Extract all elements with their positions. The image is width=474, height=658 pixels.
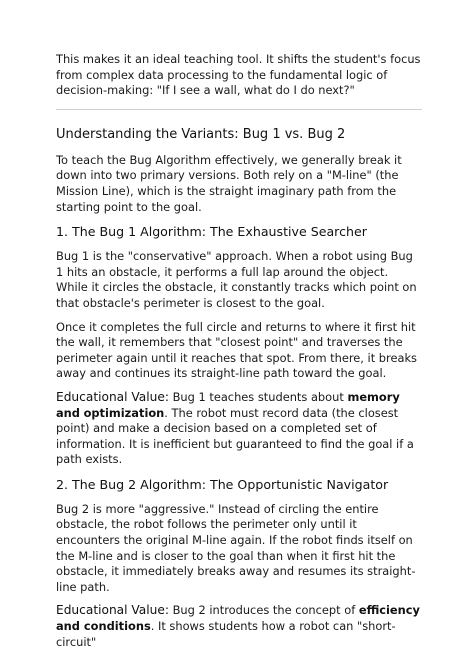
bug2-value-bold-1: efficiency — [358, 603, 420, 618]
bug1-heading: 1. The Bug 1 Algorithm: The Exhaustive Searcher — [56, 224, 367, 240]
bug1-value-bold-1: memory and — [56, 389, 400, 420]
bug2-value-post: . It shows students how a robot can "short-circuit" — [56, 619, 396, 649]
bug1-educational-value — [56, 390, 422, 468]
bug2-heading: 2. The Bug 2 Algorithm: The Opportunistic Navigator — [56, 476, 389, 492]
section-paragraph: To teach the Bug Algorithm effectively, we generally break it down into two primary versions. Both rely on a "M-line" (the Mission Line), which is the straight imaginary path from the starting point to the goal. — [56, 152, 402, 214]
bug2-value-bold-2: and conditions — [56, 619, 151, 634]
bug1-paragraph-1: Bug 1 is the "conservative" approach. When a robot using Bug 1 hits an obstacle, it performs a full lap around the object. While it circles the obstacle, it constantly tracks which point on that obstacle's perimeter is closest to the goal. — [56, 249, 417, 310]
bug2-educational-value — [56, 603, 422, 650]
bug2-value-label: Educational Value: — [56, 603, 169, 618]
section-divider — [56, 109, 422, 110]
bug2-paragraph-1: Bug 2 is more "aggressive." Instead of circling the entire obstacle, the robot follows the perimeter only until it encounters the original M-line again. If the robot finds itself on the M-line and is closer to the goal than when it first hit the obstacle, it immediately breaks away and resumes its straight-line path. — [56, 501, 416, 594]
intro-paragraph: This makes it an ideal teaching tool. It shifts the student's focus from complex data processing to the fundamental logic of decision-making: "If I see a wall, what do I do next?" — [56, 52, 421, 98]
bug1-paragraph-2: Once it completes the full circle and returns to where it first hit the wall, it remembers that "closest point" and traverses the perimeter again until it reaches that spot. From there, it breaks away and continues its straight-line path toward the goal. — [56, 319, 417, 381]
section-heading: Understanding the Variants: Bug 1 vs. Bug 2 — [56, 126, 346, 142]
bug1-value-label: Educational Value: — [56, 389, 169, 404]
bug1-value-post: . The robot must record data (the closest point) and make a decision based on a completed set of information. It is inefficient but guaranteed to find the goal if a path exists. — [56, 405, 414, 467]
document-page — [56, 52, 422, 658]
bug1-value-pre: Bug 1 teaches students about — [168, 389, 348, 404]
bug1-value-bold-2: optimization — [83, 405, 165, 420]
bug2-value-pre: Bug 2 introduces the concept of — [168, 603, 359, 618]
